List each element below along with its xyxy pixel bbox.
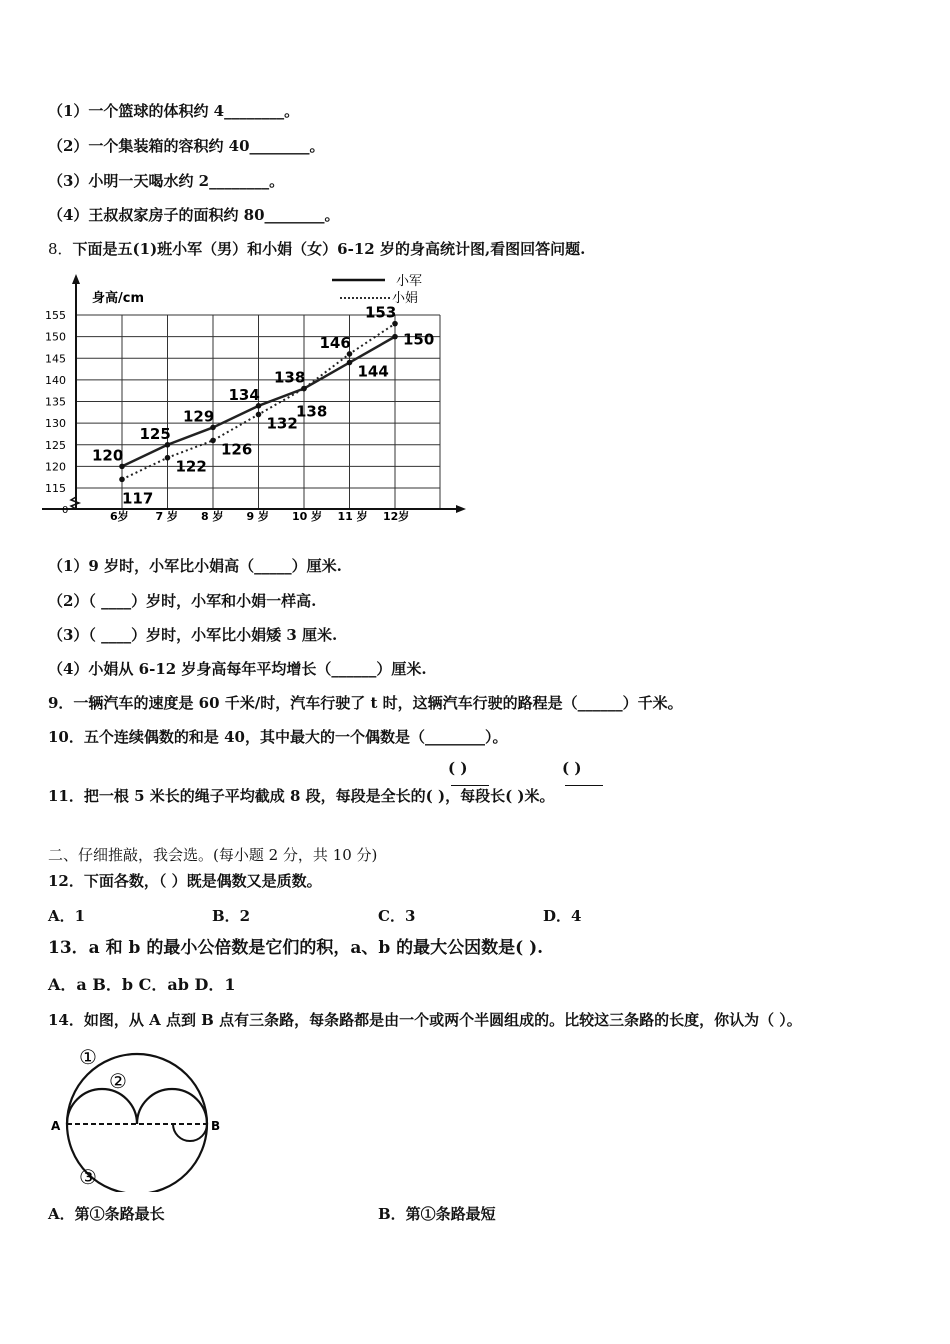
question-12: 12．下面各数，（ ）既是偶数又是质数。 [48,872,322,890]
chart-data-labels [92,304,434,508]
y-tick-label: 115 [45,482,66,495]
data-point [392,334,398,340]
data-label: 138 [296,402,328,421]
fraction-2-denominator: ( ) [505,787,525,805]
chart-legend [332,274,422,306]
question-8-sub-3: （3）（ ____）岁时，小军比小娟矮 3 厘米. [48,626,338,644]
data-point [119,464,125,470]
q12-option-c[interactable]: C．3 [378,907,416,925]
y-tick-label: 155 [45,309,66,322]
y-axis-arrow [72,274,80,284]
x-tick-label: 7 岁 [155,510,178,523]
question-11-suffix: 米。 [524,787,555,805]
section-2-heading: 二、仔细推敲，我会选。(每小题 2 分，共 10 分) [48,846,378,864]
three-paths-diagram [45,1042,235,1192]
data-point [210,425,216,431]
y-tick-label: 120 [45,460,66,474]
question-14-options [48,1203,928,1223]
x-tick-label: 9 岁 [246,510,269,523]
question-9: 9．一辆汽车的速度是 60 千米/时，汽车行驶了 t 时，这辆汽车行驶的路程是（______）千米。 [48,694,683,712]
unit-question-4: （4）王叔叔家房子的面积约 80________。 [48,206,340,224]
x-tick-label: 12岁 [383,510,410,523]
question-11 [48,786,555,806]
q12-option-d[interactable]: D．4 [543,907,582,925]
data-point [119,477,125,483]
fraction-1-numerator: ( ) [448,759,468,777]
fraction-2-numerator: ( ) [562,759,582,777]
question-8-stem [48,239,585,259]
data-point [165,442,171,448]
x-tick-label: 11 岁 [337,510,368,523]
y-tick-label: 145 [45,352,66,366]
y-tick-label: 125 [45,438,66,452]
legend-label-xiaojun: 小军 [396,274,423,289]
data-point [256,412,262,418]
question-14: 14．如图，从 A 点到 B 点有三条路，每条路都是由一个或两个半圆组成的。比较这三条路的长度，你认为（ ）。 [48,1011,802,1029]
unit-question-3: （3）小明一天喝水约 2________。 [48,172,285,190]
origin-label: 0 [62,505,69,516]
data-label: 122 [175,457,207,476]
data-label: 120 [92,446,124,465]
question-8-sub-4: （4）小娟从 6-12 岁身高每年平均增长（______）厘米. [48,660,427,678]
q12-option-b[interactable]: B．2 [212,907,251,925]
data-label: 125 [139,424,171,443]
y-tick-label: 135 [45,395,66,409]
label-a: A [51,1119,61,1133]
data-label: 146 [319,333,351,352]
y-tick-label: 150 [45,330,66,344]
path-2-arc-left [67,1089,137,1124]
data-label: 144 [357,362,389,381]
x-axis-arrow [456,505,466,513]
data-label: 134 [228,385,260,404]
path-2-arc-right [137,1089,207,1124]
small-arc-near-b [173,1124,207,1141]
x-tick-label: 6岁 [110,510,129,523]
data-point [392,321,398,327]
y-tick-label: 130 [45,417,66,431]
question-10: 10．五个连续偶数的和是 40，其中最大的一个偶数是（________）。 [48,728,508,746]
x-tick-label: 10 岁 [292,510,323,523]
q14-option-a[interactable]: A．第①条路最长 [48,1205,165,1223]
path-2-label: ② [109,1069,127,1093]
q12-option-a[interactable]: A．1 [48,907,86,925]
question-13: 13．a 和 b 的最小公倍数是它们的积，a、b 的最大公因数是( ). [48,938,544,958]
question-12-options [48,905,928,925]
fraction-1-denominator: ( ) [425,787,446,805]
label-b: B [211,1119,221,1133]
question-13-options[interactable]: A．a B．b C．ab D．1 [48,975,236,994]
data-label: 153 [365,303,397,322]
unit-question-1: （1）一个篮球的体积约 4________。 [48,102,300,120]
data-point [256,403,262,409]
question-8-text: 下面是五(1)班小军（男）和小娟（女）6-12 岁的身高统计图,看图回答问题. [72,240,586,258]
data-label: 129 [183,407,215,426]
data-point [301,386,307,392]
question-11-middle: ，每段长 [445,787,506,805]
height-line-chart [40,270,470,525]
question-8-sub-2: （2）（ ____）岁时，小军和小娟一样高. [48,592,317,610]
data-point [347,360,353,366]
data-label: 126 [221,440,253,459]
y-tick-label: 140 [45,373,66,387]
legend-label-xiaojuan: 小娟 [392,291,419,306]
data-label: 132 [266,414,298,433]
x-tick-label: 8 岁 [201,510,224,523]
question-8-number: 8． [48,240,73,258]
question-8-sub-1: （1）9 岁时，小军比小娟高（_____）厘米. [48,557,342,575]
q14-option-b[interactable]: B．第①条路最短 [378,1205,496,1223]
fraction-2-bar [565,785,603,786]
question-11-prefix: 11．把一根 5 米长的绳子平均截成 8 段，每段是全长的 [48,787,426,805]
data-point [210,438,216,444]
path-1-label: ① [79,1045,97,1069]
data-label: 150 [403,330,435,349]
data-label: 138 [274,368,306,387]
y-axis-label: 身高/cm [92,291,145,306]
unit-question-2: （2）一个集装箱的容积约 40________。 [48,137,325,155]
data-label: 117 [122,489,154,508]
path-3-label: ③ [79,1165,97,1189]
data-point [165,455,171,461]
data-point [347,351,353,357]
